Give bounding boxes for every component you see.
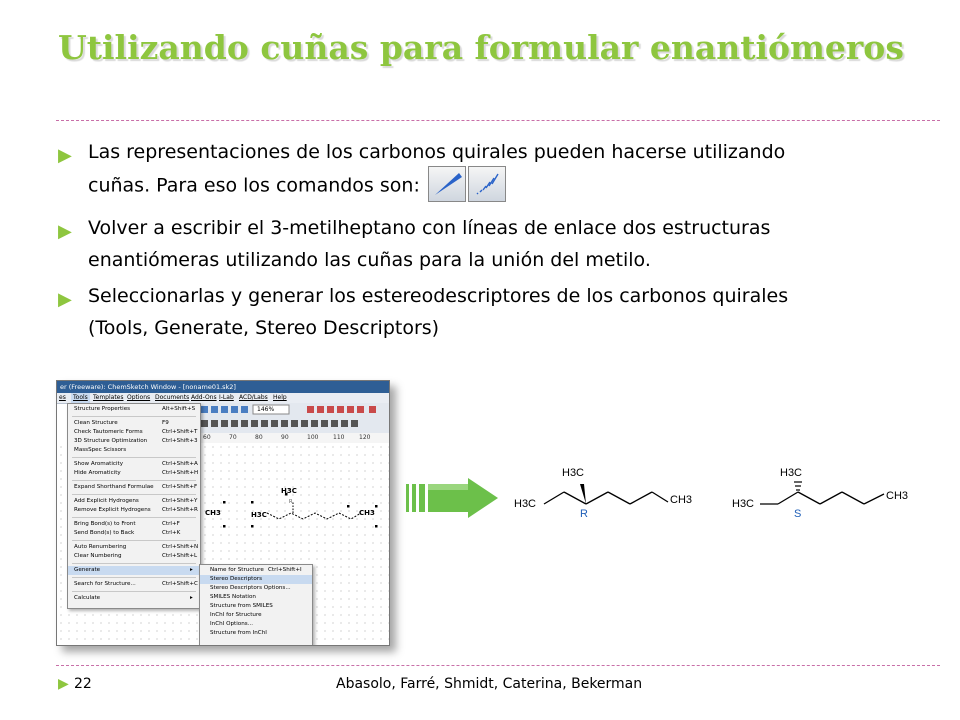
slide-title: Utilizando cuñas para formular enantiómeros: [58, 28, 904, 67]
menu-item-show-aromaticity[interactable]: Show Aromaticity Ctrl+Shift+A: [74, 461, 198, 467]
menu-item-bring-front[interactable]: Bring Bond(s) to Front Ctrl+F: [74, 521, 180, 527]
ruler-tick: 100: [307, 434, 319, 441]
bullet-marker: ▶: [58, 221, 72, 242]
generate-submenu: [199, 564, 313, 646]
menu-item-massspec[interactable]: MassSpec Scissors: [74, 447, 127, 453]
bullet-1-line-2: cuñas. Para eso los comandos son:: [88, 168, 908, 204]
footer-marker: ▶: [58, 676, 69, 692]
bullet-3-line-1: Seleccionarlas y generar los estereodescriptores de los carbonos quirales: [88, 285, 789, 307]
menu-item-auto-renumbering[interactable]: Auto Renumbering Ctrl+Shift+N: [74, 544, 199, 550]
menu-item-clear-numbering[interactable]: Clear Numbering Ctrl+Shift+L: [74, 553, 198, 559]
menu-separator: [72, 591, 196, 592]
tools-menu: [67, 403, 201, 609]
submenu-item-stereo-options[interactable]: Stereo Descriptors Options...: [210, 585, 291, 591]
divider-top: [56, 120, 940, 121]
canvas-label-h3c-top: H3C: [281, 487, 297, 495]
mol-r-descriptor: R: [580, 508, 588, 520]
window-title: er (Freeware): ChemSketch Window - [noname01.sk2]: [57, 381, 389, 393]
divider-bottom: [56, 665, 940, 666]
menu-separator: [72, 577, 196, 578]
toolbar: [197, 403, 389, 434]
chemsketch-screenshot: [56, 380, 390, 646]
submenu-item-stereo-descriptors[interactable]: Stereo Descriptors: [200, 575, 312, 584]
menu-i-lab[interactable]: I-Lab: [219, 394, 234, 401]
bullet-text-1: [88, 136, 908, 204]
bullet-text-2: [88, 212, 908, 276]
bullet-marker: ▶: [58, 145, 72, 166]
bullet-3-line-2: (Tools, Generate, Stereo Descriptors): [88, 317, 440, 339]
ruler-tick: 80: [255, 434, 263, 441]
menu-separator: [72, 480, 196, 481]
canvas-label-ch3-right: CH3: [359, 509, 375, 517]
menu-item-add-hydrogens[interactable]: Add Explicit Hydrogens Ctrl+Shift+Y: [74, 498, 198, 504]
menu-item-send-back[interactable]: Send Bond(s) to Back Ctrl+K: [74, 530, 181, 536]
wedge-bold-icon: [428, 166, 466, 202]
menu-item-generate[interactable]: Generate ▸: [68, 566, 200, 575]
ruler-tick: 110: [333, 434, 345, 441]
ruler-tick: 120: [359, 434, 371, 441]
menu-acd-labs[interactable]: ACD/Labs: [239, 394, 268, 401]
ruler-tick: 60: [203, 434, 211, 441]
mol-s-h3c-top: H3C: [780, 467, 803, 479]
mol-r-h3c-left: H3C: [514, 498, 537, 510]
molecule-s: [730, 462, 920, 526]
footer-authors: Abasolo, Farré, Shmidt, Caterina, Bekerman: [336, 676, 643, 692]
bullet-2-line-2: enantiómeras utilizando las cuñas para la unión del metilo.: [88, 249, 651, 271]
canvas-label-h3c: H3C: [251, 511, 267, 519]
mol-r-ch3-right: CH3: [670, 494, 693, 506]
menu-item-check-tautomeric[interactable]: Check Tautomeric Forms Ctrl+Shift+T: [74, 429, 198, 435]
menu-item-structure-properties[interactable]: Structure Properties Alt+Shift+S: [74, 406, 196, 412]
menu-item-remove-hydrogens[interactable]: Remove Explicit Hydrogens Ctrl+Shift+R: [74, 507, 198, 513]
mol-s-ch3-right: CH3: [886, 490, 909, 502]
arrow-icon: [406, 478, 500, 522]
menu-options[interactable]: Options: [127, 394, 151, 401]
ruler-tick: 90: [281, 434, 289, 441]
bullet-text-3: [88, 280, 908, 344]
submenu-item-inchi-options[interactable]: InChI Options...: [210, 621, 253, 627]
menu-separator: [72, 517, 196, 518]
menu-item-calculate[interactable]: Calculate ▸: [74, 595, 193, 601]
wedge-hashed-icon: [468, 166, 506, 202]
menu-separator: [72, 457, 196, 458]
menu-es[interactable]: es: [59, 394, 66, 401]
menu-item-3d-optimization[interactable]: 3D Structure Optimization Ctrl+Shift+3: [74, 438, 198, 444]
canvas-label-ch3: CH3: [205, 509, 221, 517]
mol-r-h3c-top: H3C: [562, 467, 585, 479]
bullet-1-line-1: Las representaciones de los carbonos quirales pueden hacerse utilizando: [88, 141, 786, 163]
menu-item-hide-aromaticity[interactable]: Hide Aromaticity Ctrl+Shift+H: [74, 470, 199, 476]
ruler-tick: 70: [229, 434, 237, 441]
page-number: 22: [74, 676, 92, 692]
zoom-select[interactable]: 146%: [257, 406, 275, 413]
submenu-item-smiles-notation[interactable]: SMILES Notation: [210, 594, 256, 600]
menu-separator: [72, 494, 196, 495]
canvas-label-r: R: [289, 499, 293, 505]
bullet-marker: ▶: [58, 289, 72, 310]
menu-item-expand-shorthand[interactable]: Expand Shorthand Formulae Ctrl+Shift+F: [74, 484, 198, 490]
menu-separator: [72, 563, 196, 564]
menu-separator: [72, 416, 196, 417]
menu-item-clean-structure[interactable]: Clean Structure F9: [74, 420, 169, 426]
menu-separator: [72, 540, 196, 541]
mol-s-h3c-left: H3C: [732, 498, 755, 510]
submenu-item-name-for-structure[interactable]: Name for Structure Ctrl+Shift+I: [210, 567, 302, 573]
bullet-2-line-1: Volver a escribir el 3-metilheptano con líneas de enlace dos estructuras: [88, 217, 771, 239]
menu-documents[interactable]: Documents: [155, 394, 190, 401]
menu-help[interactable]: Help: [273, 394, 287, 401]
submenu-item-structure-from-smiles[interactable]: Structure from SMILES: [210, 603, 273, 609]
menu-add-ons[interactable]: Add-Ons: [191, 394, 217, 401]
menu-templates[interactable]: Templates: [93, 394, 124, 401]
molecule-r: [510, 462, 700, 526]
menu-item-search-structure[interactable]: Search for Structure... Ctrl+Shift+C: [74, 581, 198, 587]
submenu-item-structure-from-inchi[interactable]: Structure from InChI: [210, 630, 267, 636]
menu-tools[interactable]: Tools: [73, 394, 88, 401]
mol-s-descriptor: S: [794, 508, 802, 520]
submenu-item-inchi-for-structure[interactable]: InChI for Structure: [210, 612, 262, 618]
